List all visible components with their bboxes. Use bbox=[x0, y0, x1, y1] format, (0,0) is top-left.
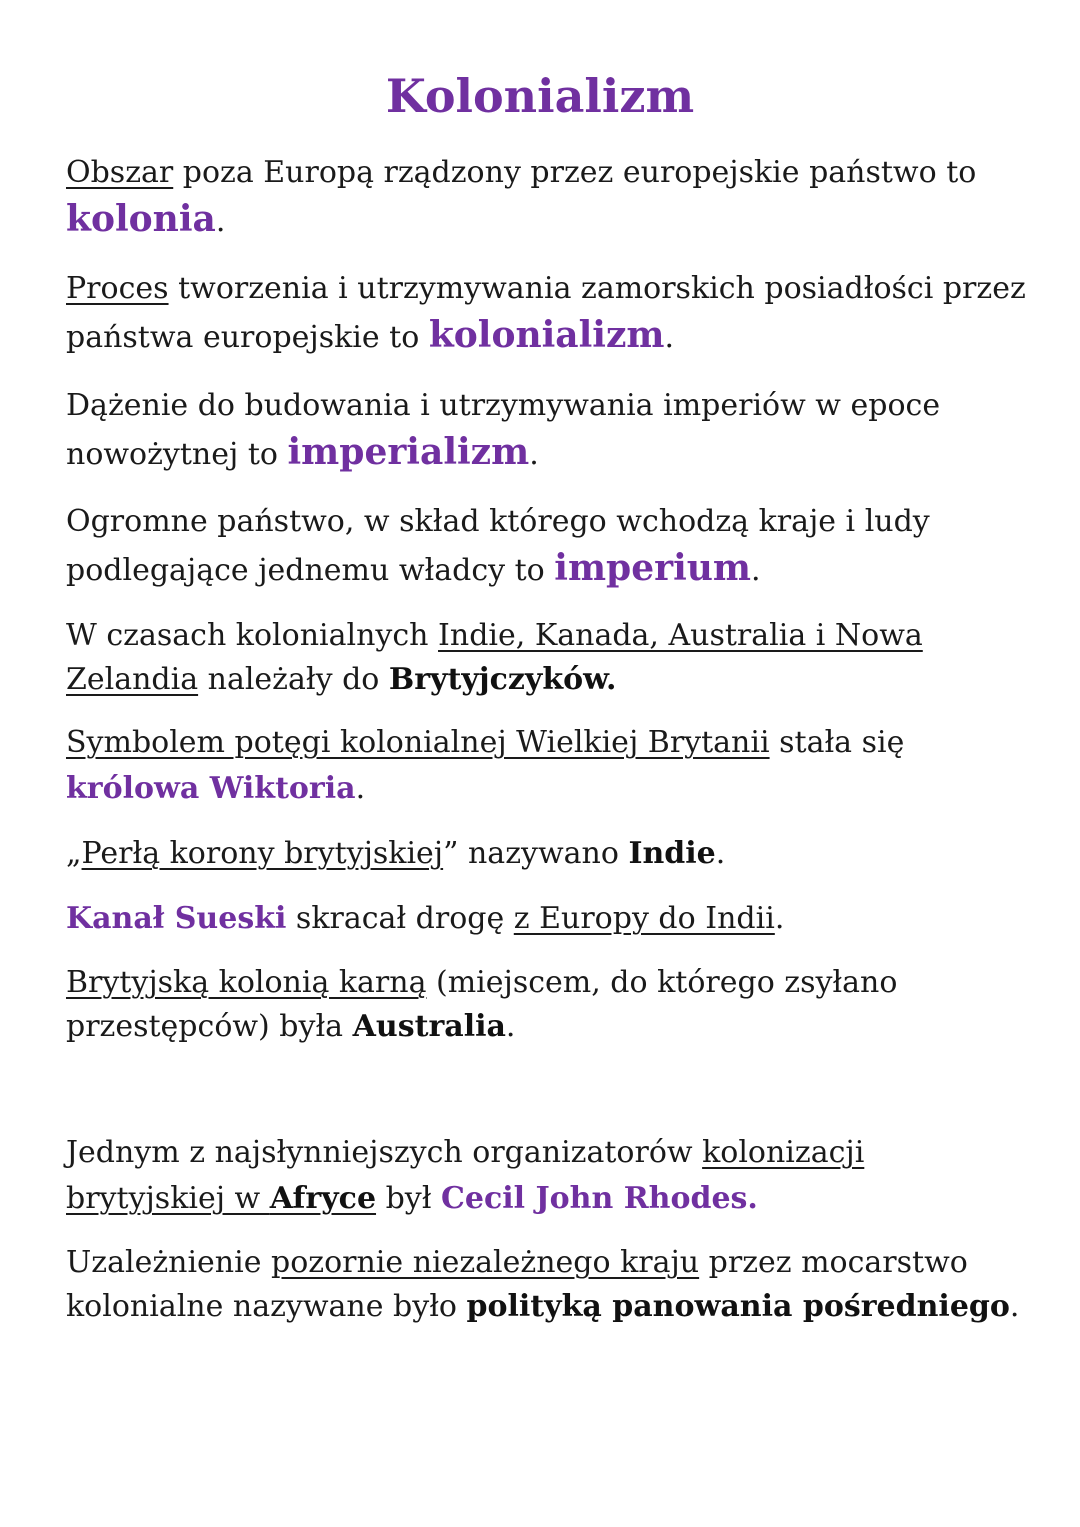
underlined-text: kolonizacji brytyjskiej w bbox=[66, 1135, 865, 1216]
sentence-text: Uzależnienie bbox=[66, 1245, 272, 1280]
underlined-term: z Europy do Indii bbox=[513, 901, 775, 936]
fact-queen-victoria bbox=[66, 720, 1026, 812]
definition-imperium bbox=[66, 499, 1026, 594]
sentence-end: . bbox=[505, 1009, 516, 1044]
underlined-term: Perłą korony brytyjskiej bbox=[81, 836, 444, 871]
fact-british-colonies bbox=[66, 614, 1026, 702]
highlight-term: królowa Wiktoria bbox=[66, 771, 356, 806]
sentence-text: tworzenia i utrzymywania zamorskich posiadłości przez państwa europejskie to bbox=[66, 271, 1026, 355]
sentence-end: . bbox=[715, 836, 726, 871]
bold-term: Indie bbox=[628, 836, 716, 871]
sentence-text: ” nazywano bbox=[443, 836, 629, 871]
sentence-end: . bbox=[215, 204, 226, 239]
sentence-text: przez mocarstwo kolonialne nazywane było bbox=[66, 1245, 968, 1324]
underlined-term: Brytyjską kolonią karną bbox=[66, 965, 427, 1000]
sentence-text: Ogromne państwo, w skład którego wchodzą kraje i ludy podlegające jednemu władcy to bbox=[66, 504, 930, 588]
quote-open: „ bbox=[66, 836, 82, 871]
bold-term: Australia bbox=[352, 1009, 506, 1044]
sentence-text: Jednym z najsłynniejszych organizatorów bbox=[66, 1135, 703, 1170]
sentence-text: był bbox=[376, 1181, 441, 1216]
highlight-term: kolonia bbox=[66, 198, 216, 240]
definition-imperializm bbox=[66, 383, 1026, 478]
sentence-text: skracał drogę bbox=[286, 901, 514, 936]
sentence-end: . bbox=[774, 901, 785, 936]
underlined-term: Proces bbox=[66, 271, 169, 306]
highlight-term: Cecil John Rhodes. bbox=[440, 1181, 758, 1216]
sentence-end: . bbox=[355, 771, 366, 806]
underlined-term: Symbolem potęgi kolonialnej Wielkiej Brytanii bbox=[66, 725, 770, 760]
sentence-text: Dążenie do budowania i utrzymywania imperiów w epoce nowożytnej to bbox=[66, 388, 941, 472]
page-title: Kolonializm bbox=[385, 69, 695, 123]
highlight-term: imperium bbox=[554, 547, 752, 589]
definition-kolonia bbox=[66, 150, 1026, 245]
underlined-term: Indie, Kanada, Australia i Nowa Zelandia bbox=[66, 618, 923, 697]
sentence-text: stała się bbox=[769, 725, 905, 760]
bold-term: Afryce bbox=[269, 1181, 377, 1216]
fact-pearl-of-crown bbox=[66, 831, 1026, 877]
sentence-text: poza Europą rządzony przez europejskie państwo to bbox=[173, 155, 977, 190]
bold-term: Brytyjczyków. bbox=[388, 662, 617, 697]
highlight-term: Kanał Sueski bbox=[66, 901, 287, 936]
definition-indirect-rule bbox=[66, 1241, 1026, 1329]
sentence-text: (miejscem, do którego zsyłano przestępców) była bbox=[66, 965, 898, 1044]
sentence-end: . bbox=[529, 437, 539, 472]
sentence-text: należały do bbox=[198, 662, 389, 697]
bold-term: polityką panowania pośredniego bbox=[466, 1289, 1010, 1324]
highlight-term: kolonializm bbox=[428, 314, 665, 356]
sentence-end: . bbox=[664, 320, 675, 355]
fact-penal-colony bbox=[66, 961, 1026, 1049]
highlight-term: imperializm bbox=[287, 431, 530, 473]
sentence-end: . bbox=[751, 553, 761, 588]
underlined-term: Obszar bbox=[66, 155, 174, 190]
definition-kolonializm bbox=[66, 266, 1026, 361]
underlined-term: pozornie niezależnego kraju bbox=[271, 1245, 700, 1280]
sentence-text: W czasach kolonialnych bbox=[66, 618, 439, 653]
sentence-end: . bbox=[1009, 1289, 1020, 1324]
fact-cecil-rhodes bbox=[66, 1130, 1026, 1222]
fact-suez-canal bbox=[66, 896, 1026, 942]
